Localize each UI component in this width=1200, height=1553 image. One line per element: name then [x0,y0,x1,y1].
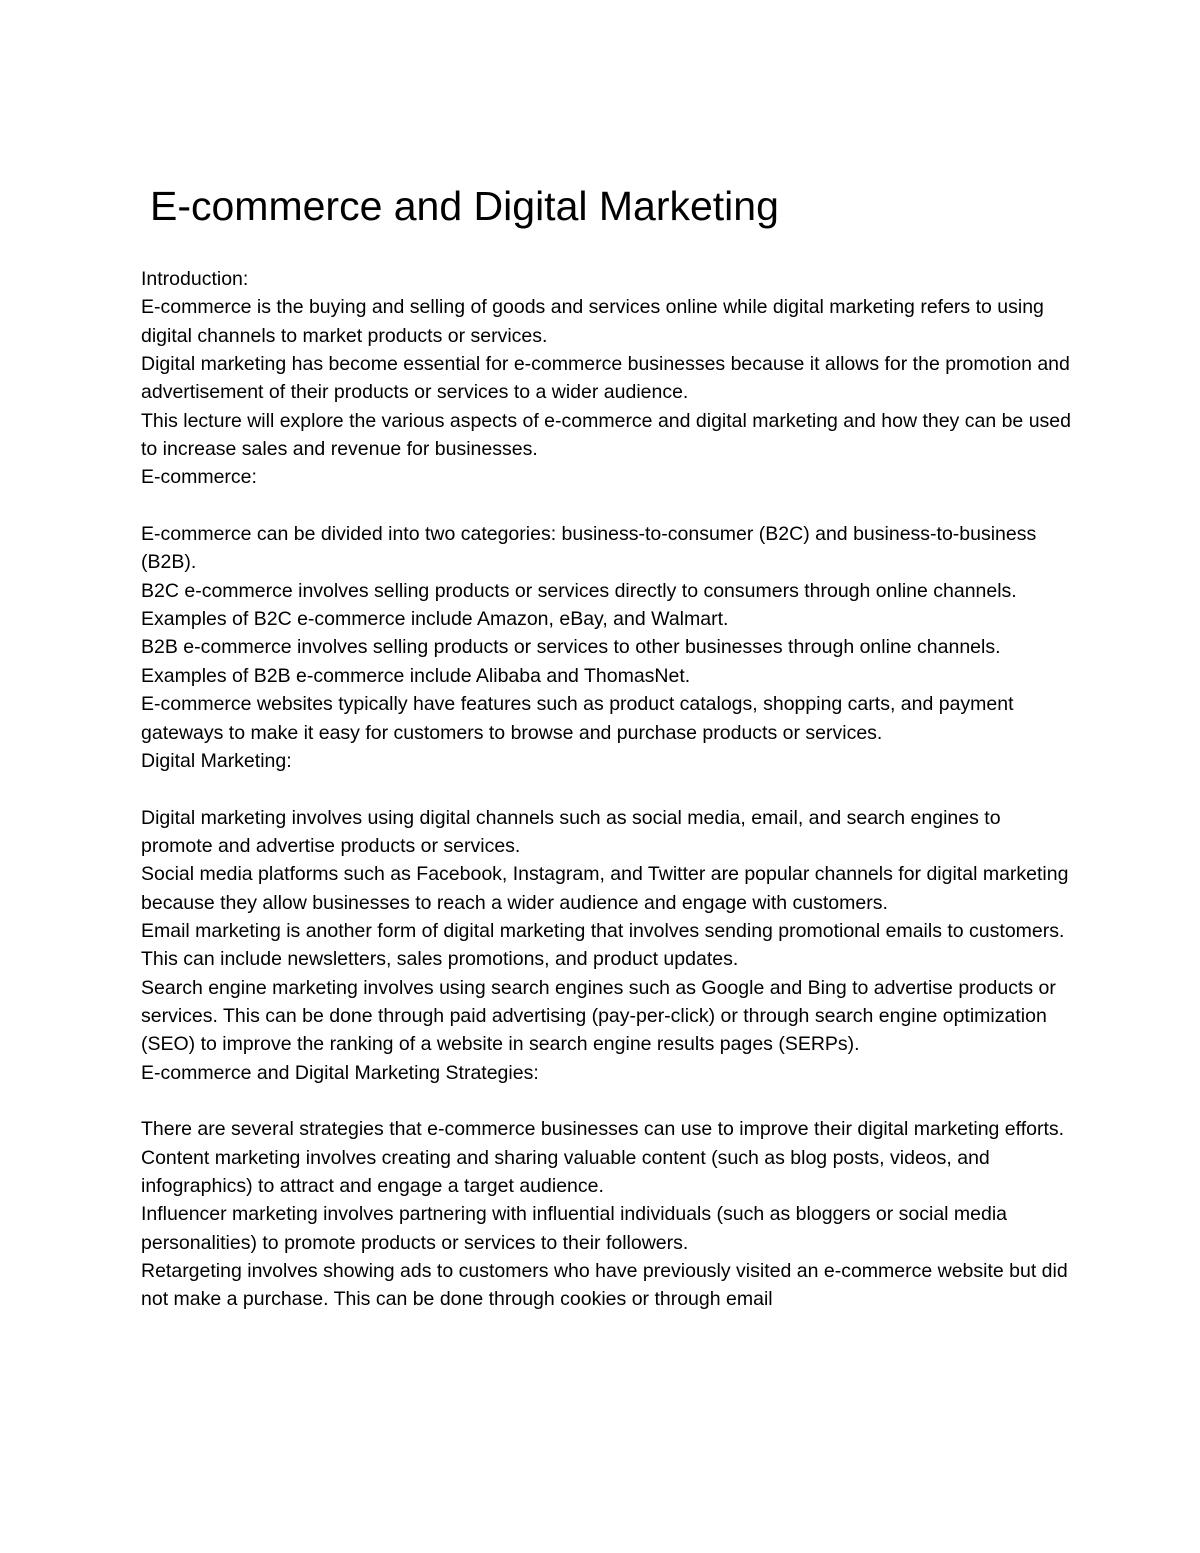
paragraph: Content marketing involves creating and sharing valuable content (such as blog posts, videos, and infographics) to attract and engage a target audience. [141,1146,990,1197]
document-body [141,265,1076,1314]
paragraph: E-commerce is the buying and selling of goods and services online while digital marketing refers to using digital channels to market products or services. [141,296,1044,347]
paragraph: B2B e-commerce involves selling products or services to other businesses through online channels. Examples of B2B e-commerce include Alibaba and ThomasNet. [141,636,1001,687]
paragraph: E-commerce websites typically have features such as product catalogs, shopping carts, and payment gateways to make it easy for customers to browse and purchase products or services. [141,693,1014,744]
paragraph: Digital marketing involves using digital channels such as social media, email, and search engines to promote and advertise products or services. [141,806,1001,857]
paragraph: E-commerce: [141,466,257,489]
paragraph: Social media platforms such as Facebook, Instagram, and Twitter are popular channels for digital marketing because they allow businesses to reach a wider audience and engage with customers. [141,863,1069,914]
paragraph: Digital marketing has become essential for e-commerce businesses because it allows for the promotion and advertisement of their products or services to a wider audience. [141,353,1070,404]
paragraph: B2C e-commerce involves selling products or services directly to consumers through online channels. Examples of B2C e-commerce include Amazon, eBay, and Walmart. [141,579,1017,631]
paragraph: This lecture will explore the various aspects of e-commerce and digital marketing and how they can be used to increase sales and revenue for businesses. [141,409,1071,461]
paragraph: Retargeting involves showing ads to customers who have previously visited an e-commerce website but did not make a purchase. This can be done through cookies or through email [141,1260,1068,1311]
blank-line [141,1087,1076,1115]
blank-line [141,775,1076,803]
paragraph: Digital Marketing: [141,749,292,772]
paragraph: E-commerce and Digital Marketing Strategies: [141,1061,539,1084]
paragraph: Search engine marketing involves using search engines such as Google and Bing to advertise products or services. This can be done through paid advertising (pay-per-click) or through search engine optimization (SEO) to improve the ranking of a website in search engine results pages (SERPs). [141,976,1056,1056]
paragraph: E-commerce can be divided into two categories: business-to-consumer (B2C) and business-to-business (B2B). [141,523,1037,574]
paragraph: There are several strategies that e-commerce businesses can use to improve their digital marketing efforts. [141,1118,1065,1141]
paragraph: Influencer marketing involves partnering with influential individuals (such as bloggers or social media personalities) to promote products or services to their followers. [141,1203,1008,1254]
paragraph: Email marketing is another form of digital marketing that involves sending promotional emails to customers. This can include newsletters, sales promotions, and product updates. [141,919,1065,971]
blank-line [141,492,1076,520]
document-title: E-commerce and Digital Marketing [150,183,779,229]
paragraph: Introduction: [141,268,249,290]
